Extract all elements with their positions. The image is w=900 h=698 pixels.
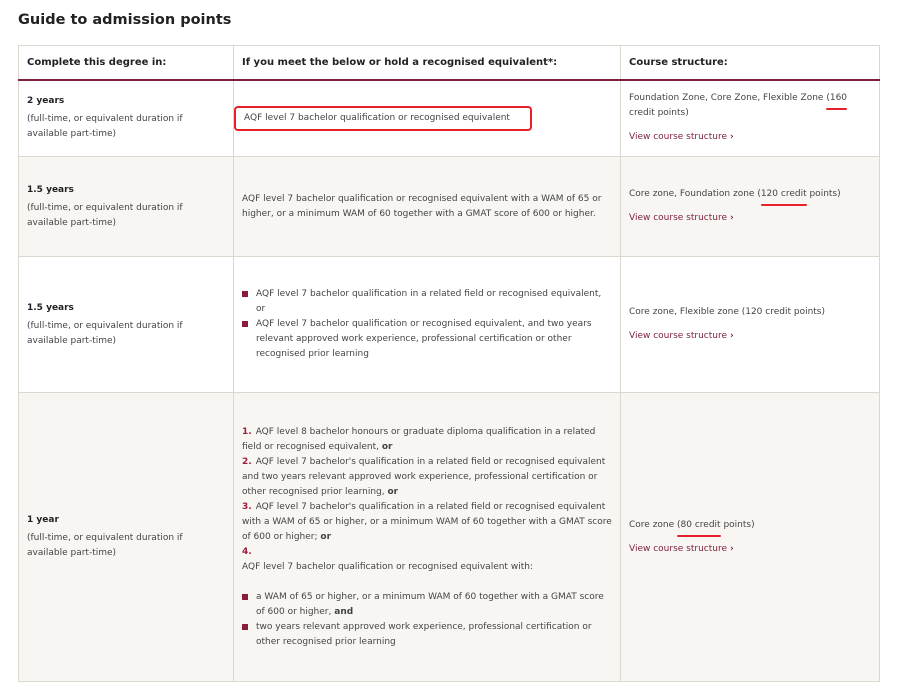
header-requirements: If you meet the below or hold a recognised equivalent*: — [234, 46, 621, 80]
requirement-cell: AQF level 7 bachelor qualification or recognised equivalent with a WAM of 65 or higher, or a minimum WAM of 60 together with a GMAT score of 600 or higher. — [234, 157, 621, 257]
credit-points-highlight: (80 credit — [677, 518, 721, 533]
option-sub-list — [242, 590, 612, 650]
option-item: 1. AQF level 8 bachelor honours or graduate diploma qualification in a related field or recognised equivalent, or — [242, 426, 596, 452]
duration-value: 1.5 years — [27, 302, 74, 313]
structure-cell — [621, 157, 880, 257]
chevron-right-icon: › — [730, 331, 734, 341]
requirement-cell — [234, 257, 621, 393]
option-text: AQF level 7 bachelor qualification or recognised equivalent with: — [242, 561, 533, 572]
duration-value: 2 years — [27, 96, 65, 107]
structure-text: Core zone, Flexible zone (120 credit points) — [629, 307, 826, 317]
requirement-cell — [234, 80, 621, 157]
admission-points-table — [18, 45, 880, 682]
view-course-structure-link[interactable]: View course structure › — [629, 213, 734, 223]
duration-note: (full-time, or equivalent duration if available part-time) — [27, 202, 183, 228]
duration-cell — [19, 80, 234, 157]
option-item: 3. AQF level 7 bachelor's qualification in a related field or recognised equivalent with a WAM of 65 or higher, or a minimum WAM of 60 together with a GMAT score of 600 or higher; or — [242, 501, 612, 542]
structure-cell — [621, 80, 880, 157]
duration-value: 1.5 years — [27, 184, 74, 195]
requirement-list — [242, 287, 612, 362]
list-item: AQF level 7 bachelor qualification or recognised equivalent, and two years relevant approved work experience, professional certification or other recognised prior learning — [242, 317, 612, 362]
structure-text: Foundation Zone, Core Zone, Flexible Zone (160 credit points) — [629, 93, 848, 119]
option-item: 4. — [242, 546, 252, 557]
highlighted-requirement: AQF level 7 bachelor qualification or recognised equivalent — [234, 106, 532, 131]
duration-cell — [19, 257, 234, 393]
chevron-right-icon: › — [730, 213, 734, 223]
duration-note: (full-time, or equivalent duration if available part-time) — [27, 320, 183, 346]
square-bullet-icon — [242, 321, 248, 327]
option-item: 2. AQF level 7 bachelor's qualification in a related field or recognised equivalent and two years relevant approved work experience, professional certification or other recognised prior learning, or — [242, 456, 606, 497]
table-row — [19, 393, 880, 682]
duration-value: 1 year — [27, 515, 59, 525]
table-row — [19, 80, 880, 157]
chevron-right-icon: › — [730, 543, 734, 554]
structure-cell — [621, 393, 880, 682]
view-course-structure-link[interactable]: View course structure › — [629, 132, 734, 143]
square-bullet-icon — [242, 594, 248, 600]
page-title: Guide to admission points — [18, 12, 232, 28]
structure-text: Core zone, Foundation zone (120 credit points) — [629, 189, 841, 199]
structure-text: Core zone (80 credit points) — [629, 520, 755, 530]
view-course-structure-link[interactable]: View course structure › — [629, 543, 734, 554]
duration-cell — [19, 157, 234, 257]
credit-points-highlight: (160 — [826, 91, 847, 106]
header-structure: Course structure: — [621, 46, 880, 80]
table-row — [19, 157, 880, 257]
credit-points-highlight: 120 credit — [761, 187, 807, 202]
duration-cell — [19, 393, 234, 682]
chevron-right-icon: › — [730, 132, 734, 143]
list-item: AQF level 7 bachelor qualification in a related field or recognised equivalent, or — [242, 287, 612, 317]
list-item: a WAM of 65 or higher, or a minimum WAM of 60 together with a GMAT score of 600 or higher, and — [242, 590, 612, 620]
view-course-structure-link[interactable]: View course structure › — [629, 331, 734, 341]
square-bullet-icon — [242, 624, 248, 630]
duration-note: (full-time, or equivalent duration if available part-time) — [27, 533, 183, 558]
table-header-row — [19, 46, 880, 80]
structure-cell — [621, 257, 880, 393]
duration-note: (full-time, or equivalent duration if available part-time) — [27, 114, 183, 140]
header-duration: Complete this degree in: — [19, 46, 234, 80]
table-row — [19, 257, 880, 393]
requirement-cell — [234, 393, 621, 682]
list-item: two years relevant approved work experience, professional certification or other recognised prior learning — [242, 620, 612, 650]
square-bullet-icon — [242, 291, 248, 297]
